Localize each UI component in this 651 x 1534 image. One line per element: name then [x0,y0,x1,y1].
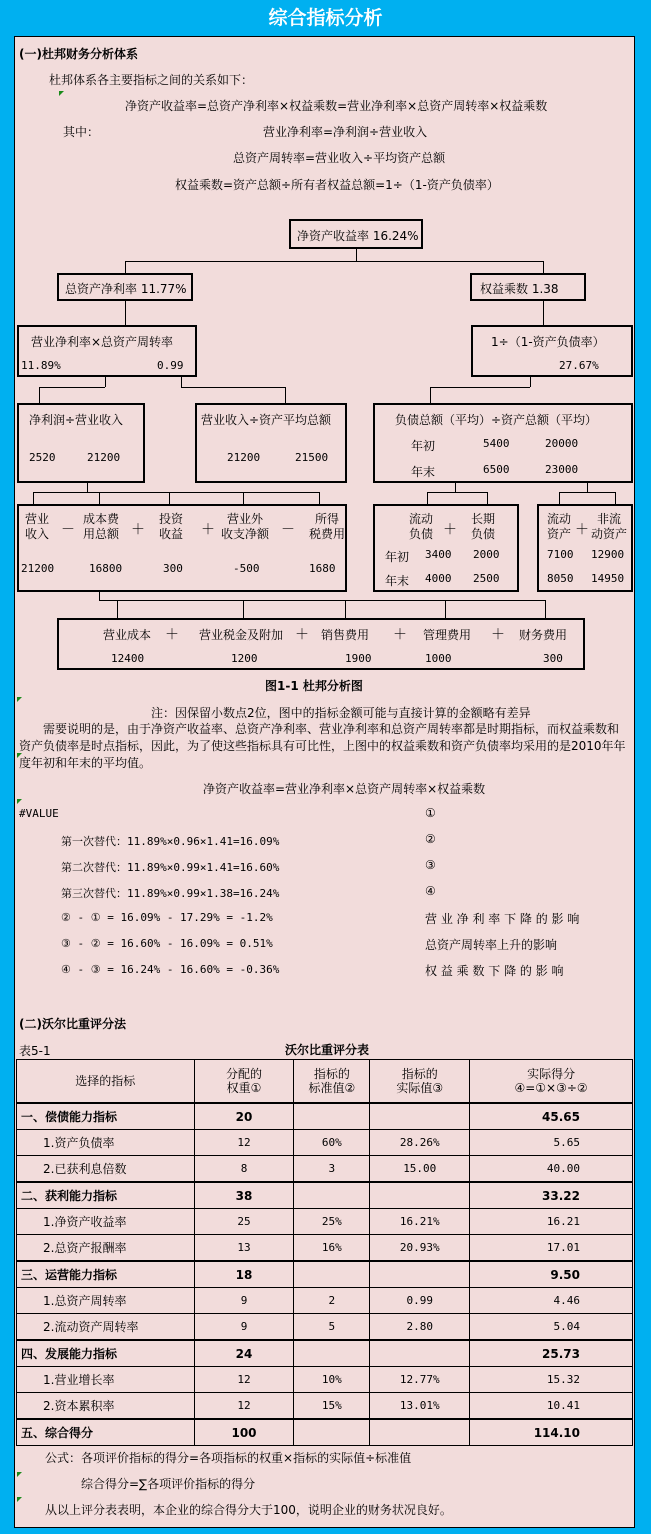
longterm-liab-end: 2500 [473,572,500,585]
indicator-row [17,1235,633,1262]
liab-assets-label: 负债总额（平均）÷资产总额（平均） [395,413,598,427]
cell-actual: 15.00 [370,1156,470,1183]
dupont-intro: 杜邦体系各主要指标之间的关系如下： [49,73,254,87]
connector [33,492,34,504]
cell-std [294,1182,370,1209]
debt-ratio-formula: 1÷（1-资产负债率） [491,335,605,349]
margin-turnover-label: 营业净利率×总资产周转率 [31,335,174,349]
cell-score: 9.50 [470,1261,633,1288]
indicator-row [17,1130,633,1156]
margin-turnover-box [17,325,197,377]
connector [33,492,319,493]
cell-std [294,1103,370,1130]
indicator-row [17,1288,633,1314]
connector [99,592,100,600]
indicator-row [17,1314,633,1341]
cost-item-value: 12400 [111,652,145,665]
liabilities-box [373,504,519,592]
connector [545,600,546,618]
cell-name: 二、获利能力指标 [17,1182,195,1209]
cell-actual: 28.26% [370,1130,470,1156]
cell-actual: 12.77% [370,1367,470,1393]
cell-weight: 9 [194,1288,294,1314]
cell-score: 33.22 [470,1182,633,1209]
cell-score: 4.46 [470,1288,633,1314]
indicator-row [17,1209,633,1235]
connector [99,600,545,601]
cell-std: 16% [294,1235,370,1262]
cell-weight: 9 [194,1314,294,1341]
cell-marker-icon [17,799,22,804]
cell-score: 16.21 [470,1209,633,1235]
minus-sign: － [61,522,75,538]
cell-name: 1.总资产周转率 [17,1288,195,1314]
cell-name: 2.已获利息倍数 [17,1156,195,1183]
invest-label: 投资 收益 [159,512,184,541]
longterm-liab-label: 长期 负债 [471,512,496,541]
cell-std: 3 [294,1156,370,1183]
connector [99,492,100,504]
connector [455,483,456,492]
plus-sign: ＋ [575,522,589,538]
connector [427,492,428,504]
wall-score-table [16,1059,633,1446]
current-liab-end: 4000 [425,572,452,585]
cost-item-label: 营业成本 [103,628,152,642]
worksheet [14,36,635,1528]
wall-score-table-body [17,1060,633,1446]
plus-sign: ＋ [443,522,457,538]
year-begin-label: 年初 [411,439,436,453]
roe-label: 净资产收益率 16.24% [297,229,419,243]
cell-actual: 20.93% [370,1235,470,1262]
cost-label: 成本费 用总额 [83,512,120,541]
cell-actual: 16.21% [370,1209,470,1235]
cost-item-value: 1000 [425,652,452,665]
cell-weight: 12 [194,1393,294,1420]
rounding-note: 注：因保留小数点2位，图中的指标金额可能与直接计算的金额略有差异 [151,706,531,720]
cell-name: 三、运营能力指标 [17,1261,195,1288]
dupont-section-title: (一)杜邦财务分析体系 [19,47,138,61]
column-header: 选择的指标 [17,1060,195,1104]
liab-assets-box [373,403,633,483]
noncurrent-assets-end: 14950 [591,572,625,585]
roe-box [289,219,423,249]
cell-weight: 100 [194,1419,294,1446]
year-end-label: 年末 [385,574,410,588]
np-revenue-label: 净利润÷营业收入 [29,413,124,427]
substitution-2: 第二次替代：11.89%×0.99×1.41=16.60% [61,861,280,874]
cell-std: 2 [294,1288,370,1314]
connector [530,377,531,387]
plus-sign: ＋ [393,627,407,643]
substitution-3: 第三次替代：11.89%×0.99×1.38=16.24% [61,887,280,900]
assets-box [537,504,633,592]
cost-item-label: 销售费用 [321,628,370,642]
column-header: 指标的 标准值② [294,1060,370,1104]
formula-score: 公式：各项评价指标的得分=各项指标的权重×指标的实际值÷标准值 [45,1451,412,1465]
revenue-value-2: 21200 [227,451,261,464]
category-row [17,1340,633,1367]
current-assets-begin: 7100 [547,548,574,561]
cell-marker-icon [17,1472,22,1477]
plus-sign: ＋ [491,627,505,643]
cell-std: 10% [294,1367,370,1393]
connector [559,492,615,493]
equity-multiplier-label: 权益乘数 1.38 [480,282,559,296]
formula-total: 综合得分=∑各项评价指标的得分 [81,1477,256,1491]
connector [543,261,544,273]
cell-score: 45.65 [470,1103,633,1130]
np-revenue-box [17,403,145,483]
cell-score: 10.41 [470,1393,633,1420]
cell-weight: 8 [194,1156,294,1183]
minus-sign: － [281,522,295,538]
connector [430,387,530,388]
equity-multiplier-box [470,273,586,301]
plus-sign: ＋ [165,627,179,643]
connector [181,387,285,388]
connector [39,387,40,403]
column-header: 实际得分 ④=①×③÷② [470,1060,633,1104]
longterm-liab-begin: 2000 [473,548,500,561]
cell-std [294,1419,370,1446]
cell-std: 15% [294,1393,370,1420]
cost-item-value: 1200 [231,652,258,665]
difference-2: ③ - ② = 16.60% - 16.09% = 0.51% [61,937,273,950]
connector [169,492,170,504]
connector [345,600,346,618]
formula-main: 净资产收益率=总资产净利率×权益乘数=营业净利率×总资产周转率×权益乘数 [125,99,548,113]
step-marker: ③ [425,858,436,872]
connector [487,492,488,504]
connector [117,600,118,618]
connector [243,492,244,504]
cell-marker-icon [17,1497,22,1502]
connector [243,600,244,618]
cell-name: 2.流动资产周转率 [17,1314,195,1341]
cell-actual [370,1182,470,1209]
connector [125,261,126,273]
cost-items-box [57,618,585,670]
table-number: 表5-1 [19,1044,51,1058]
cell-weight: 24 [194,1340,294,1367]
cell-score: 40.00 [470,1156,633,1183]
value-error-cell: #VALUE [19,807,59,820]
formula-turnover: 总资产周转率=营业收入÷平均资产总额 [233,151,446,165]
cell-marker-icon [59,91,64,96]
cell-std [294,1340,370,1367]
connector [319,492,320,504]
connector [125,261,543,262]
difference-1: ② - ① = 16.09% - 17.29% = -1.2% [61,911,273,924]
connector [559,492,560,504]
cell-std: 5 [294,1314,370,1341]
cell-score: 5.04 [470,1314,633,1341]
noncurrent-assets-begin: 12900 [591,548,625,561]
cell-name: 1.资产负债率 [17,1130,195,1156]
cell-actual [370,1340,470,1367]
tax-amount: 1680 [309,562,336,575]
revenue-value: 21200 [87,451,121,464]
cell-weight: 38 [194,1182,294,1209]
conclusion-text: 从以上评分表表明，本企业的综合得分大于100，说明企业的财务状况良好。 [45,1503,452,1517]
cost-item-label: 财务费用 [519,628,568,642]
cell-actual: 13.01% [370,1393,470,1420]
cell-marker-icon [17,697,22,702]
formula-margin: 营业净利率=净利润÷营业收入 [263,125,428,139]
cell-actual: 0.99 [370,1288,470,1314]
formula-equity-multiplier: 权益乘数=资产总额÷所有者权益总额=1÷（1-资产负债率） [175,178,499,192]
cell-score: 114.10 [470,1419,633,1446]
year-begin-label: 年初 [385,550,410,564]
explanation-paragraph: 需要说明的是，由于净资产收益率、总资产净利率、营业净利率和总资产周转率都是时期指标，而权益乘数和资产负债率是时点指标，因此，为了使这些指标具有可比性，上图中的权益乘数和资产负债率均采用的是2010年年度年初和年末的平均值。 [19,722,626,770]
tax-label: 所得 税费用 [309,512,346,541]
indicator-row [17,1367,633,1393]
cell-weight: 12 [194,1367,294,1393]
difference-3: ④ - ③ = 16.24% - 16.60% = -0.36% [61,963,280,976]
table-header-row [17,1060,633,1104]
connector [615,492,616,504]
avg-assets-value: 21500 [295,451,329,464]
assets-end-value: 23000 [545,463,579,476]
connector [125,301,126,325]
roa-box [57,273,193,301]
cell-actual: 2.80 [370,1314,470,1341]
indicator-row [17,1156,633,1183]
nonop-label: 营业外 收支净额 [221,512,270,541]
invest-amount: 300 [163,562,183,575]
connector [587,483,588,492]
step-marker: ② [425,832,436,846]
net-profit-components-box [17,504,347,592]
connector [445,600,446,618]
formula-restatement: 净资产收益率=营业净利率×总资产周转率×权益乘数 [203,782,486,796]
cell-actual [370,1261,470,1288]
current-liab-begin: 3400 [425,548,452,561]
revenue-label: 营业 收入 [25,512,50,541]
roa-label: 总资产净利率 11.77% [65,282,187,296]
connector [87,483,88,492]
cell-name: 1.营业增长率 [17,1367,195,1393]
among-label: 其中： [63,125,100,139]
cell-weight: 18 [194,1261,294,1288]
liab-begin-value: 5400 [483,437,510,450]
plus-sign: ＋ [295,627,309,643]
category-row [17,1261,633,1288]
cell-name: 五、综合得分 [17,1419,195,1446]
column-header: 指标的 实际值③ [370,1060,470,1104]
current-assets-end: 8050 [547,572,574,585]
connector [430,387,431,403]
connector [39,387,105,388]
cell-score: 17.01 [470,1235,633,1262]
category-row [17,1419,633,1446]
cell-actual [370,1419,470,1446]
net-profit-value: 2520 [29,451,56,464]
cell-name: 2.总资产报酬率 [17,1235,195,1262]
cost-amount: 16800 [89,562,123,575]
nonop-amount: -500 [233,562,260,575]
plus-sign: ＋ [201,522,215,538]
revenue-assets-label: 营业收入÷资产平均总额 [201,413,332,427]
cell-std: 25% [294,1209,370,1235]
effect-3: 权 益 乘 数 下 降 的 影 响 [425,964,564,978]
cell-actual [370,1103,470,1130]
cell-weight: 20 [194,1103,294,1130]
connector [285,387,286,403]
connector [427,492,487,493]
noncurrent-assets-label: 非流 动资产 [591,512,628,541]
debt-ratio-box [471,325,633,377]
page-title: 综合指标分析 [0,0,651,36]
margin-value: 11.89% [21,359,61,372]
indicator-row [17,1393,633,1420]
step-marker: ① [425,806,436,820]
category-row [17,1103,633,1130]
cell-score: 5.65 [470,1130,633,1156]
cell-name: 四、发展能力指标 [17,1340,195,1367]
category-row [17,1182,633,1209]
cost-item-value: 1900 [345,652,372,665]
connector [181,377,182,387]
year-end-label: 年末 [411,465,436,479]
cell-weight: 12 [194,1130,294,1156]
wall-section-title: (二)沃尔比重评分法 [19,1017,126,1031]
cell-std: 60% [294,1130,370,1156]
turnover-value: 0.99 [157,359,184,372]
step-marker: ④ [425,884,436,898]
current-liab-label: 流动 负债 [409,512,434,541]
effect-1: 营 业 净 利 率 下 降 的 影 响 [425,912,580,926]
effect-2: 总资产周转率上升的影响 [425,938,558,952]
cost-item-label: 营业税金及附加 [199,628,284,642]
column-header: 分配的 权重① [194,1060,294,1104]
liab-end-value: 6500 [483,463,510,476]
connector [543,301,544,325]
revenue-assets-box [195,403,347,483]
current-assets-label: 流动 资产 [547,512,572,541]
debt-ratio-value: 27.67% [559,359,599,372]
cell-name: 2.资本累积率 [17,1393,195,1420]
connector [105,377,106,387]
revenue-amount: 21200 [21,562,55,575]
cell-score: 25.73 [470,1340,633,1367]
connector [356,249,357,261]
cost-item-label: 管理费用 [423,628,472,642]
substitution-1: 第一次替代：11.89%×0.96×1.41=16.09% [61,835,280,848]
cell-name: 一、偿债能力指标 [17,1103,195,1130]
cell-weight: 25 [194,1209,294,1235]
cost-item-value: 300 [543,652,563,665]
assets-begin-value: 20000 [545,437,579,450]
plus-sign: ＋ [131,522,145,538]
table-title: 沃尔比重评分表 [285,1043,370,1057]
cell-name: 1.净资产收益率 [17,1209,195,1235]
cell-score: 15.32 [470,1367,633,1393]
figure-caption: 图1-1 杜邦分析图 [265,679,363,693]
cell-std [294,1261,370,1288]
cell-weight: 13 [194,1235,294,1262]
